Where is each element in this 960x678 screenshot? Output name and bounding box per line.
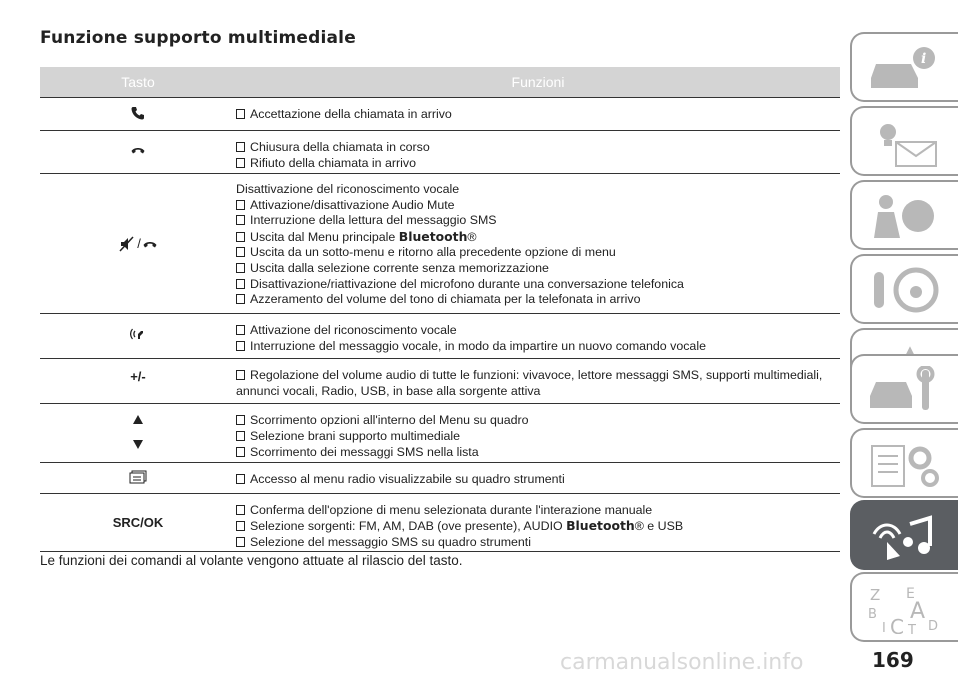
phone-hangup-icon bbox=[131, 146, 145, 154]
table-row bbox=[40, 404, 840, 463]
checkbox-icon bbox=[236, 142, 245, 152]
table-row bbox=[40, 98, 840, 131]
row-key bbox=[40, 131, 236, 173]
checkbox-icon bbox=[236, 294, 245, 304]
row-key bbox=[40, 463, 236, 493]
steering-wheel-key-icon bbox=[866, 266, 946, 316]
header-functions: Funzioni bbox=[511, 74, 565, 90]
row-key bbox=[40, 174, 236, 313]
checkbox-icon bbox=[236, 279, 245, 289]
watermark: carmanualsonline.info bbox=[560, 650, 804, 675]
src-ok-key-label: SRC/OK bbox=[112, 515, 164, 530]
checkbox-icon bbox=[236, 109, 245, 119]
checkbox-icon bbox=[236, 263, 245, 273]
tab-safety[interactable] bbox=[850, 180, 958, 250]
table-row bbox=[40, 359, 840, 404]
list-item: Scorrimento dei messaggi SMS nella lista bbox=[236, 444, 840, 460]
list-item: Chiusura della chiamata in corso bbox=[236, 139, 840, 155]
checkbox-icon bbox=[236, 447, 245, 457]
row-key bbox=[40, 314, 236, 358]
checkbox-icon bbox=[236, 200, 245, 210]
car-info-icon bbox=[866, 44, 946, 94]
display-menu-icon bbox=[129, 470, 147, 484]
mute-icon bbox=[119, 236, 135, 252]
phone-accept-icon bbox=[131, 106, 145, 120]
svg-text:E: E bbox=[906, 586, 915, 602]
safety-airbag-icon bbox=[866, 192, 946, 242]
row-key bbox=[40, 98, 236, 130]
list-item: Uscita dalla selezione corrente senza memorizzazione bbox=[236, 261, 840, 277]
list-item: Uscita dal Menu principale Bluetooth® bbox=[236, 229, 840, 246]
svg-text:i: i bbox=[921, 51, 927, 67]
checkbox-icon bbox=[236, 431, 245, 441]
multimedia-icon bbox=[866, 512, 946, 564]
checkbox-icon bbox=[236, 474, 245, 484]
list-item: Selezione del messaggio SMS su quadro strumenti bbox=[236, 534, 840, 550]
list-item: Rifiuto della chiamata in arrivo bbox=[236, 155, 840, 171]
checkbox-icon bbox=[236, 537, 245, 547]
checkbox-icon bbox=[236, 158, 245, 168]
row-functions bbox=[236, 98, 840, 130]
checkbox-icon bbox=[236, 232, 245, 242]
tab-maintenance[interactable] bbox=[850, 354, 958, 424]
checkbox-icon bbox=[236, 505, 245, 515]
footer-note: Le funzioni dei comandi al volante vengono attuate al rilascio del tasto. bbox=[40, 553, 463, 568]
row-intro: Disattivazione del riconoscimento vocale bbox=[236, 182, 460, 196]
list-item: Selezione brani supporto multimediale bbox=[236, 428, 840, 444]
table-row bbox=[40, 131, 840, 174]
checkbox-icon bbox=[236, 521, 245, 531]
list-item: Azzeramento del volume del tono di chiamata per la telefonata in arrivo bbox=[236, 292, 840, 308]
volume-key-label: +/- bbox=[130, 369, 146, 384]
chapter-tabs bbox=[850, 0, 960, 678]
maintenance-icon bbox=[866, 366, 946, 416]
list-item: Interruzione della lettura del messaggio SMS bbox=[236, 213, 840, 229]
list-item: Attivazione/disattivazione Audio Mute bbox=[236, 198, 840, 214]
table-row bbox=[40, 314, 840, 359]
voice-command-icon bbox=[130, 326, 146, 342]
checkbox-icon bbox=[236, 247, 245, 257]
svg-text:D: D bbox=[928, 619, 939, 634]
row-functions bbox=[236, 314, 840, 358]
index-icon bbox=[866, 584, 946, 634]
warning-lights-icon bbox=[866, 118, 946, 168]
tab-starting-driving[interactable] bbox=[850, 254, 958, 324]
header-key: Tasto bbox=[121, 74, 155, 90]
list-item: Accettazione della chiamata in arrivo bbox=[236, 106, 840, 122]
row-functions bbox=[236, 174, 840, 313]
checkbox-icon bbox=[236, 325, 245, 335]
list-item: Selezione sorgenti: FM, AM, DAB (ove presente), AUDIO Bluetooth® e USB bbox=[236, 518, 840, 534]
page-title: Funzione supporto multimediale bbox=[40, 28, 356, 48]
list-item: Conferma dell'opzione di menu selezionata durante l'interazione manuale bbox=[236, 502, 840, 518]
row-key bbox=[40, 494, 236, 551]
row-functions bbox=[236, 131, 840, 173]
svg-text:Z: Z bbox=[870, 586, 881, 604]
table-row bbox=[40, 463, 840, 494]
list-item: Interruzione del messaggio vocale, in modo da impartire un nuovo comando vocale bbox=[236, 338, 840, 354]
tab-index[interactable] bbox=[850, 572, 958, 642]
table-row bbox=[40, 494, 840, 552]
separator: / bbox=[137, 236, 141, 251]
checkbox-icon bbox=[236, 415, 245, 425]
tab-warning-lights[interactable] bbox=[850, 106, 958, 176]
list-item: Attivazione del riconoscimento vocale bbox=[236, 322, 840, 338]
row-functions bbox=[236, 404, 840, 462]
list-item: Scorrimento opzioni all'interno del Menu su quadro bbox=[236, 412, 840, 428]
row-functions bbox=[236, 359, 840, 403]
table-row bbox=[40, 174, 840, 314]
list-item: Accesso al menu radio visualizzabile su quadro strumenti bbox=[236, 471, 840, 487]
svg-text:I: I bbox=[882, 621, 886, 634]
tab-technical-data[interactable] bbox=[850, 428, 958, 498]
svg-text:B: B bbox=[868, 607, 877, 622]
svg-text:T: T bbox=[908, 623, 916, 634]
list-item: Disattivazione/riattivazione del microfono durante una conversazione telefonica bbox=[236, 277, 840, 293]
phone-hangup-icon bbox=[143, 240, 157, 248]
checkbox-icon bbox=[236, 215, 245, 225]
table-header bbox=[40, 67, 840, 98]
checkbox-icon bbox=[236, 341, 245, 351]
checkbox-icon bbox=[236, 370, 245, 380]
controls-table bbox=[40, 67, 840, 552]
up-down-arrows-icon bbox=[132, 414, 144, 450]
row-key bbox=[40, 359, 236, 403]
svg-text:C: C bbox=[890, 615, 904, 634]
row-functions bbox=[236, 494, 840, 551]
row-functions bbox=[236, 463, 840, 493]
page-number: 169 bbox=[872, 648, 914, 672]
tab-multimedia[interactable] bbox=[850, 500, 958, 570]
list-item: Uscita da un sotto-menu e ritorno alla precedente opzione di menu bbox=[236, 245, 840, 261]
list-item: Regolazione del volume audio di tutte le funzioni: vivavoce, lettore messaggi SMS, supporti multimediali, annunci vocali, Radio, USB, in base alla sorgente attiva bbox=[236, 368, 823, 398]
technical-data-icon bbox=[866, 440, 946, 490]
tab-car-info[interactable] bbox=[850, 32, 958, 102]
svg-text:A: A bbox=[910, 599, 926, 624]
row-key bbox=[40, 404, 236, 462]
